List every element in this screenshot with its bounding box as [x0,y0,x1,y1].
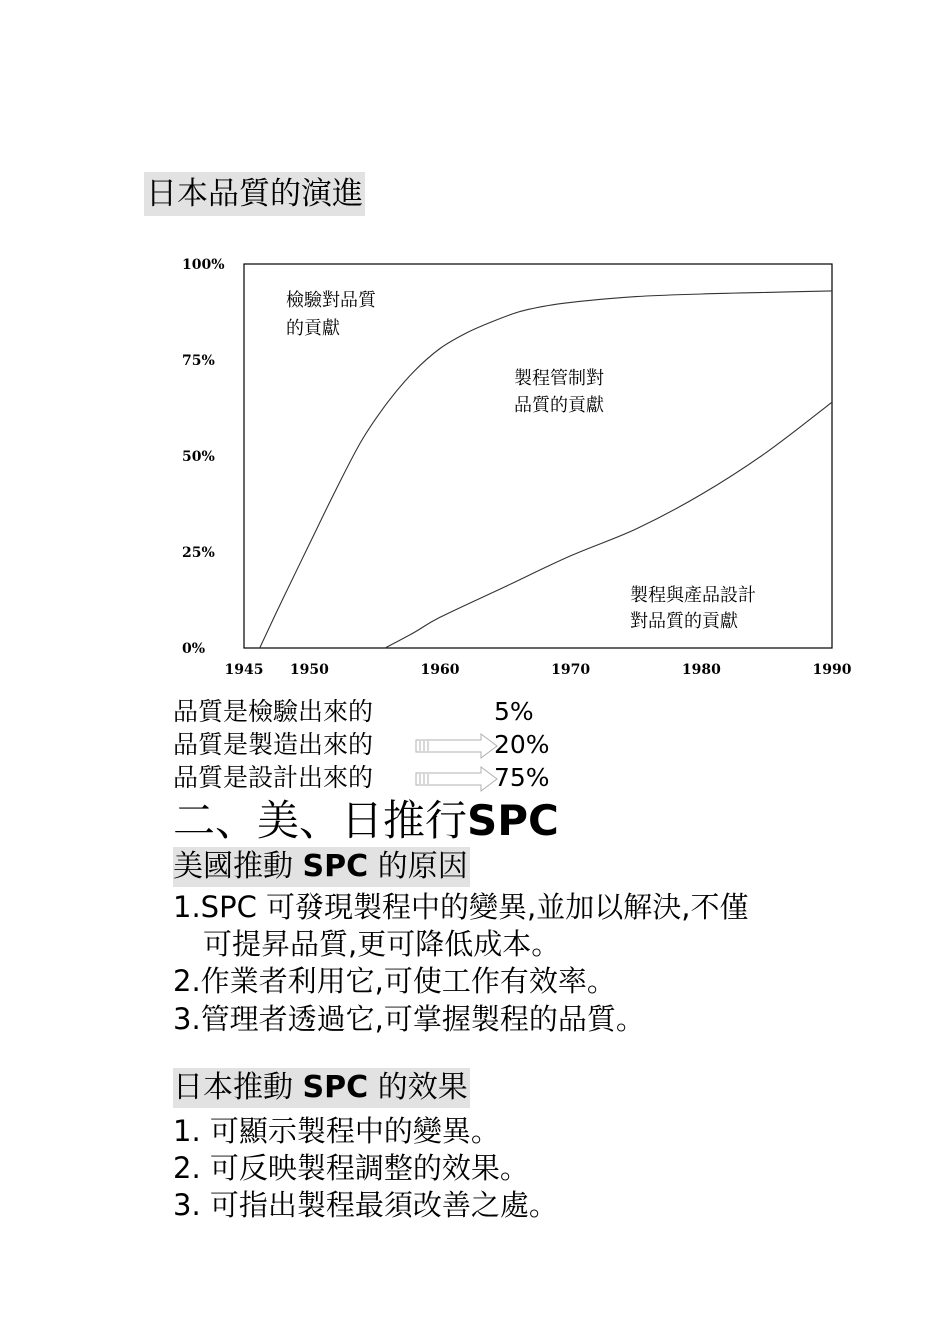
y-axis-ticks [182,257,225,657]
jp-heading [173,1068,470,1108]
series-line-2 [385,402,832,648]
x-tick-label: 1945 [224,662,264,678]
y-tick-label: 50% [182,449,215,465]
jp-item-1: 1. 可顯示製程中的變異。 [173,1114,500,1148]
stage-2-text: 品質是製造出來的 [173,730,374,759]
x-tick-label: 1970 [551,662,591,678]
curve-label-inspection-line2: 的貢獻 [286,318,340,339]
us-item-1: 1.SPC 可發現製程中的變異,並加以解決,不僅 [173,890,749,924]
page-title: 日本品質的演進 [144,172,365,216]
jp-item-3: 3. 可指出製程最須改善之處。 [173,1188,558,1222]
section-heading [173,794,559,848]
curve-label-design-line2: 對品質的貢獻 [630,611,738,632]
stage-1-text: 品質是檢驗出來的 [173,697,374,726]
y-tick-label: 100% [182,257,225,273]
us-heading-c: 的原因 [377,849,468,884]
x-axis-ticks [225,662,852,678]
arrow-right-icon [413,765,499,793]
curve-label-inspection [286,290,382,339]
stage-2-value: 20% [494,730,550,759]
y-tick-label: 0% [182,641,206,657]
section-heading-suffix: SPC [467,796,559,845]
x-tick-label: 1990 [812,662,852,678]
x-tick-label: 1950 [289,662,329,678]
arrow-right-icon [413,732,499,760]
x-tick-label: 1980 [681,662,721,678]
stage-3-text: 品質是設計出來的 [173,763,374,792]
us-item-1-cont: 可提昇品質,更可降低成本。 [203,927,561,961]
jp-heading-a: 日本推動 [173,1070,293,1105]
y-tick-label: 75% [182,353,215,369]
x-tick-label: 1960 [420,662,460,678]
jp-item-2: 2. 可反映製程調整的效果。 [173,1151,529,1185]
curve-label-process-control-line2: 品質的貢獻 [514,395,604,416]
us-item-3: 3.管理者透過它,可掌握製程的品質。 [173,1002,645,1036]
curve-label-process-control [514,368,610,416]
section-heading-prefix: 二、美、日推行 [173,796,468,845]
jp-heading-c: 的效果 [377,1070,468,1105]
us-heading [173,847,470,887]
us-heading-b: SPC [302,849,369,884]
us-item-2: 2.作業者利用它,可使工作有效率。 [173,964,616,998]
stage-1-value: 5% [494,697,534,726]
jp-heading-b: SPC [302,1070,369,1105]
curve-label-design-line1: 製程與產品設計 [630,585,756,606]
curve-label-inspection-line1: 檢驗對品質 [286,290,376,311]
us-heading-a: 美國推動 [173,849,293,884]
curve-label-process-control-line1: 製程管制對 [514,368,604,389]
y-tick-label: 25% [182,545,215,561]
stage-3-value: 75% [494,763,550,792]
quality-evolution-chart [170,240,870,685]
curve-label-design [630,585,762,632]
